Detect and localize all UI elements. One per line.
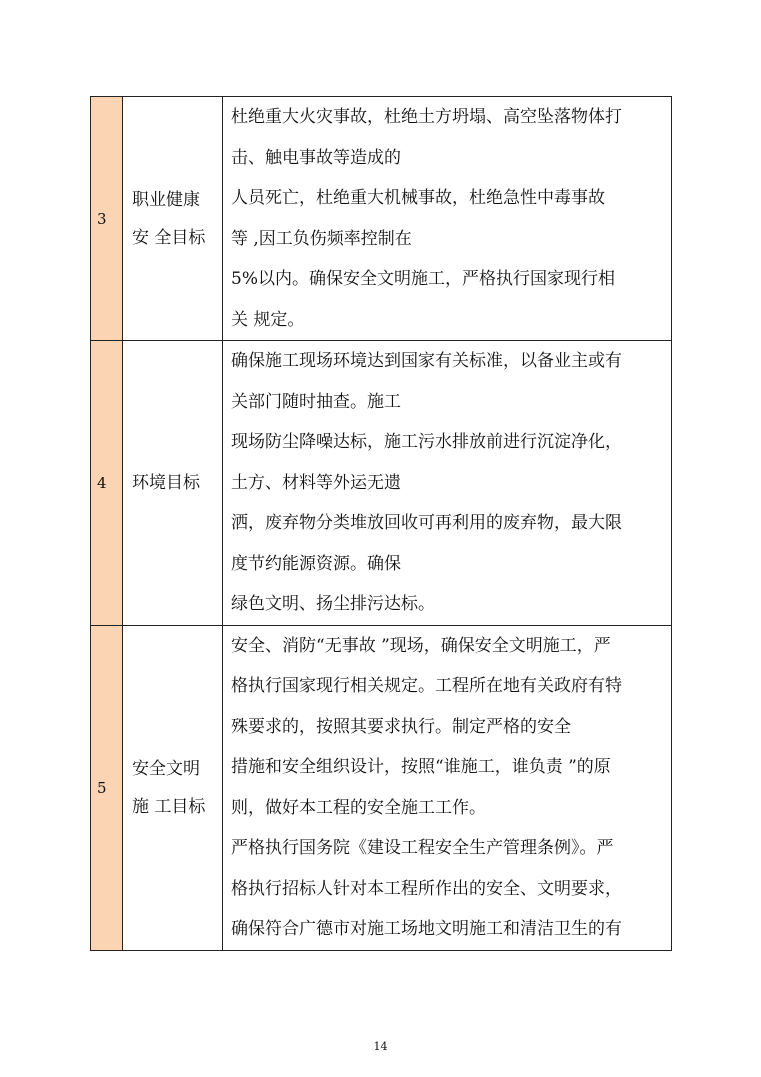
- content-line: 确保符合广德市对施工场地文明施工和清洁卫生的有: [231, 919, 622, 939]
- content-line: 现场防尘降噪达标，施工污水排放前进行沉淀净化，: [231, 432, 622, 452]
- content-line: 格执行国家现行相关规定。工程所在地有关政府有特: [231, 676, 622, 696]
- table-row: [90, 626, 672, 951]
- row-label: [123, 341, 223, 625]
- row-content: [223, 97, 671, 340]
- row-content: [223, 626, 671, 950]
- content-line: 关部门随时抽查。施工: [231, 391, 401, 412]
- page-number: 14: [373, 1040, 388, 1053]
- row-number: 5: [91, 626, 123, 950]
- content-line: 5%以内。确保安全文明施工，严格执行国家现行相: [231, 269, 615, 289]
- row-label-line: 环境目标: [132, 472, 200, 493]
- row-label-line: 施 工目标: [132, 796, 206, 817]
- row-label-line: 安全文明: [132, 758, 200, 779]
- content-line: 严格执行国务院《建设工程安全生产管理条例》。严: [231, 838, 614, 858]
- row-label: [123, 626, 223, 950]
- row-content: [223, 341, 671, 625]
- content-line: 关 规定。: [231, 309, 305, 330]
- content-line: 殊要求的，按照其要求执行。制定严格的安全: [231, 716, 571, 737]
- content-line: 杜绝重大火灾事故，杜绝土方坍塌、高空坠落物体打: [231, 107, 622, 127]
- row-number: 3: [91, 97, 123, 340]
- content-line: 土方、材料等外运无遗: [231, 472, 401, 493]
- content-line: 洒，废弃物分类堆放回收可再利用的废弃物，最大限: [231, 513, 622, 533]
- content-line: 等 ,因工负伤频率控制在: [231, 228, 412, 249]
- row-label: [123, 97, 223, 340]
- row-label-line: 职业健康: [132, 189, 200, 210]
- table-row: [90, 96, 672, 341]
- content-line: 安全、消防“无事故 ”现场，确保安全文明施工，严: [231, 635, 611, 656]
- content-line: 绿色文明、扬尘排污达标。: [231, 594, 435, 614]
- content-line: 格执行招标人针对本工程所作出的安全、文明要求，: [231, 878, 622, 899]
- table-row: [90, 341, 672, 626]
- content-line: 则，做好本工程的安全施工工作。: [231, 797, 486, 818]
- row-label-line: 安 全目标: [132, 227, 206, 248]
- row-number: 4: [91, 341, 123, 625]
- content-line: 人员死亡，杜绝重大机械事故，杜绝急性中毒事故: [231, 188, 605, 208]
- content-line: 度节约能源资源。确保: [231, 553, 401, 574]
- content-line: 措施和安全组织设计，按照“谁施工，谁负责 ”的原: [231, 757, 611, 777]
- content-line: 确保施工现场环境达到国家有关标准，以备业主或有: [231, 351, 622, 371]
- goals-table: [90, 96, 672, 951]
- content-line: 击、触电事故等造成的: [231, 147, 401, 168]
